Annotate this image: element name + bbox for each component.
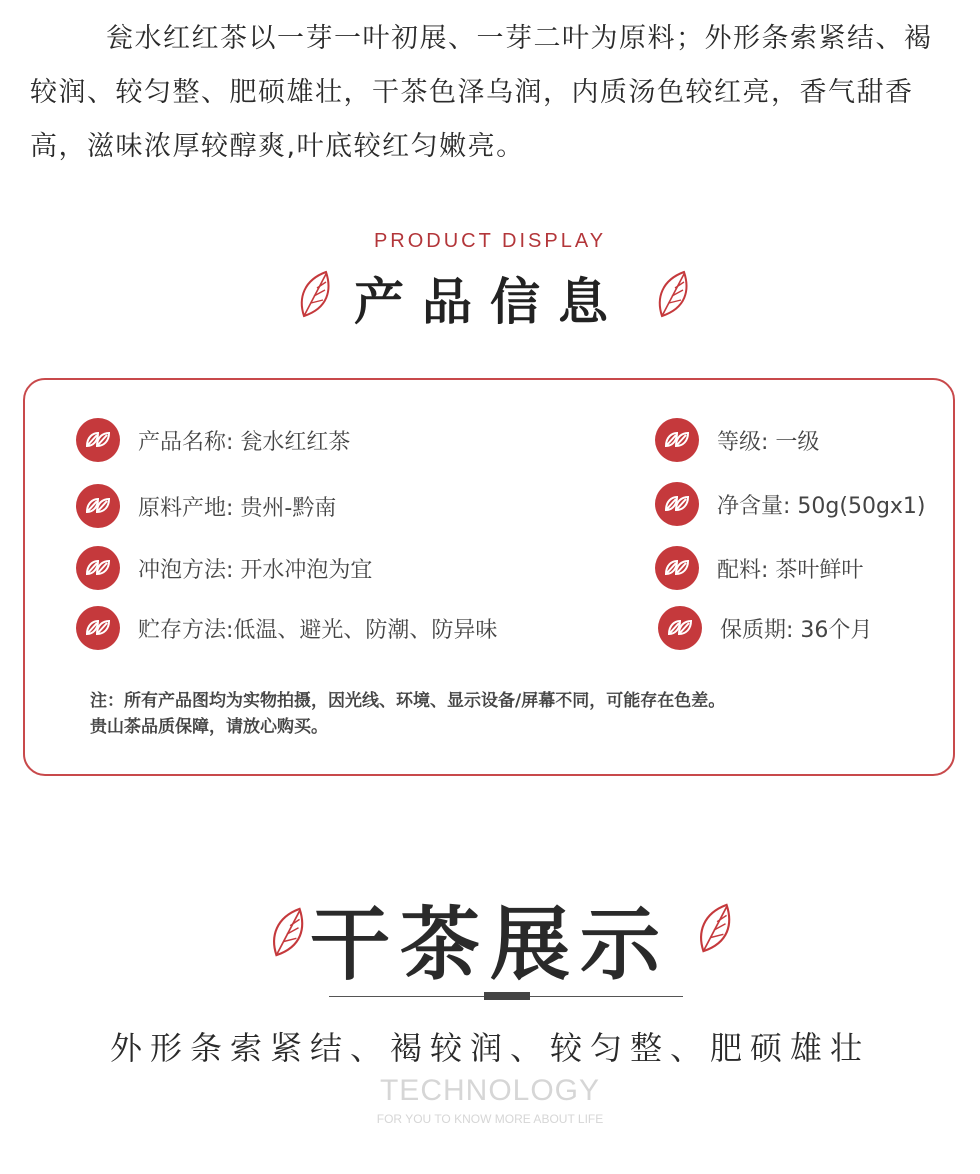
leaf-icon (296, 268, 334, 320)
info-row-weight (655, 482, 926, 526)
section-title: 产品信息 (354, 273, 626, 331)
info-row-shelf-life (658, 606, 872, 650)
info-row-grade (655, 418, 819, 462)
info-row-brewing (76, 546, 372, 590)
twin-leaf-icon (76, 418, 120, 462)
info-row-name (76, 418, 350, 462)
info-label: 贮存方法:低温、避光、防潮、防异味 (138, 617, 498, 643)
info-label: 配料: 茶叶鲜叶 (717, 557, 864, 583)
dry-tea-title: 干茶展示 (310, 898, 670, 991)
divider-accent (484, 992, 530, 1000)
dry-tea-subtitle: 外形条索紧结、褐较润、较匀整、肥硕雄壮 (109, 1029, 870, 1067)
twin-leaf-icon (655, 418, 699, 462)
disclaimer-line: 贵山茶品质保障，请放心购买。 (90, 717, 328, 737)
twin-leaf-icon (658, 606, 702, 650)
intro-paragraph: 瓮水红红茶以一芽一叶初展、一芽二叶为原料；外形条索紧结、褐较润、较匀整、肥硕雄壮，干茶色泽乌润，内质汤色较红亮，香气甜香高，滋味浓厚较醇爽,叶底较红匀嫩亮。 (30, 23, 933, 162)
section-eyebrow: PRODUCT DISPLAY (373, 230, 607, 252)
info-label: 保质期: 36个月 (720, 617, 873, 643)
leaf-icon (654, 268, 692, 320)
info-row-origin (76, 484, 336, 528)
info-label: 冲泡方法: 开水冲泡为宜 (138, 557, 373, 583)
disclaimer-note (90, 688, 725, 740)
info-label: 产品名称: 瓮水红红茶 (138, 429, 351, 455)
info-label: 等级: 一级 (717, 429, 820, 455)
info-label: 原料产地: 贵州-黔南 (138, 495, 337, 521)
info-row-storage (76, 606, 497, 650)
twin-leaf-icon (655, 546, 699, 590)
twin-leaf-icon (76, 606, 120, 650)
watermark-subtext: FOR YOU TO KNOW MORE ABOUT LIFE (376, 1112, 604, 1126)
twin-leaf-icon (76, 484, 120, 528)
twin-leaf-icon (76, 546, 120, 590)
info-label: 净含量: 50g(50gx1) (717, 493, 926, 519)
watermark-text: TECHNOLOGY (379, 1074, 601, 1107)
disclaimer-line: 注：所有产品图均为实物拍摄，因光线、环境、显示设备/屏幕不同，可能存在色差。 (90, 691, 726, 711)
twin-leaf-icon (655, 482, 699, 526)
info-row-ingredients (655, 546, 863, 590)
